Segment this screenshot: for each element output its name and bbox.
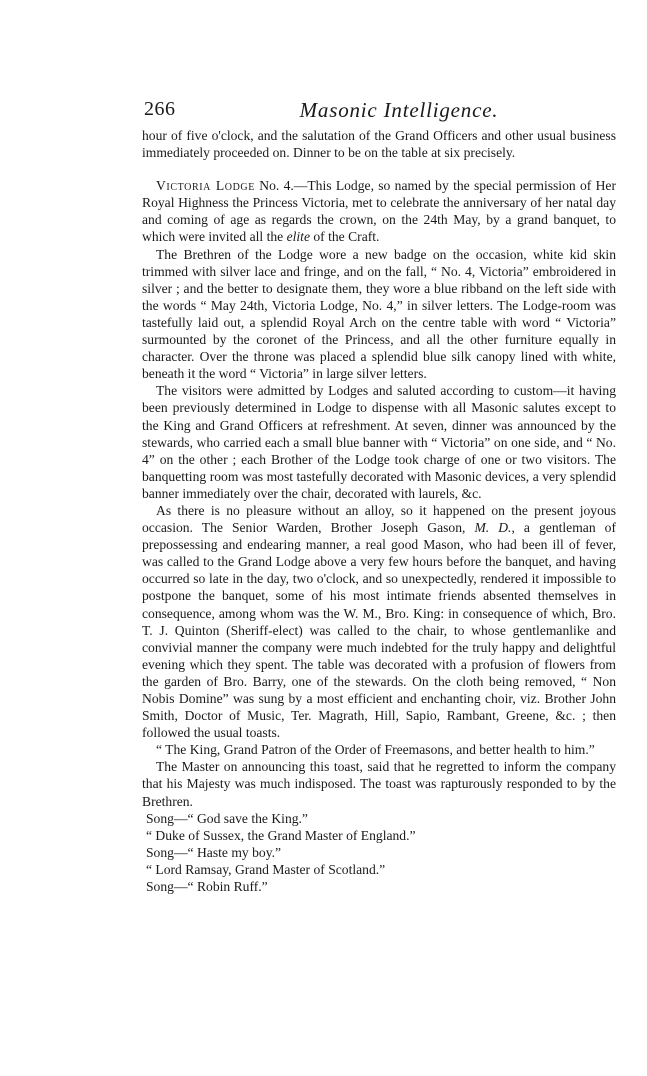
- elite-word: elite: [286, 229, 310, 245]
- lodge-name-heading: Victoria Lodge: [156, 178, 255, 194]
- md-abbrev: M. D.: [474, 520, 512, 536]
- paragraph-senior-warden: [142, 502, 616, 741]
- toast-line: Song—“ God save the King.”: [146, 810, 308, 826]
- paragraph-text: , a gentleman of prepossessing and endearing manner, a real good Mason, who had been ill of fever, was called to the Grand Lodge above a very few hours before the banquet, and having occurred so late in the day, two o'clock, and so unexpectedly, rendered it impossible to postpone the banquet, some of his most intimate friends absented themselves in consequence, among whom was the W. M., Bro. King: in consequence of which, Bro. T. J. Quinton (Sheriff-elect) was called to the chair, to whose gentlemanlike and convivial manner the company were much indebted for the truly happy and delightful evening which they spent. The table was decorated with a profusion of flowers from the garden of Bro. Barry, one of the stewards. On the cloth being removed, “ Non Nobis Domine” was sung by a most efficient and enchanting choir, viz. Brother John Smith, Doctor of Music, Ter. Magrath, Hill, Sapio, Rambant, Greene, &c. ; then followed the usual toasts.: [142, 520, 616, 741]
- page-number: 266: [144, 98, 176, 120]
- page-header: [144, 98, 614, 124]
- paragraph-text: As there is no pleasure without an alloy, so it happened on the present joyous occasion. The Senior Warden, Brother Joseph Gason,: [142, 502, 616, 536]
- paragraph-text: No. 4.—This Lodge, so named by the special permission of Her Royal Highness the Princess Victoria, met to celebrate the anniversary of her natal day and coming of age as regards the crown, on the 24th May, by a grand banquet, to which were invited all the: [142, 178, 616, 245]
- paragraph-master-announce: The Master on announcing this toast, said that he regretted to inform the company that his Majesty was much indisposed. The toast was rapturously responded to by the Brethren.: [142, 759, 616, 809]
- toast-line: Song—“ Haste my boy.”: [146, 844, 282, 860]
- toast-line: Song—“ Robin Ruff.”: [146, 879, 268, 895]
- article-body: [142, 127, 616, 895]
- paragraph-opening: hour of five o'clock, and the salutation of the Grand Officers and other usual business immediately proceeded on. Dinner to be on the table at six precisely.: [142, 128, 616, 161]
- toast-line: “ Duke of Sussex, the Grand Master of England.”: [146, 827, 416, 843]
- toast-line: “ Lord Ramsay, Grand Master of Scotland.”: [146, 861, 386, 877]
- paragraph-visitors: The visitors were admitted by Lodges and saluted according to custom—it having been previously determined in Lodge to dispense with all Masonic salutes except to the King and Grand Officers at refreshment. At seven, dinner was announced by the stewards, who carried each a small blue banner with “ Victoria” on one side, and “ No. 4” on the other ; each Brother of the Lodge took charge of one or two visitors. The banquetting room was most tastefully decorated with Masonic devices, a very splendid banner immediately over the chair, decorated with laurels, &c.: [142, 383, 616, 501]
- running-title: Masonic Intelligence.: [299, 98, 499, 122]
- paragraph-king-toast: “ The King, Grand Patron of the Order of Freemasons, and better health to him.”: [156, 742, 595, 758]
- paragraph-badge: The Brethren of the Lodge wore a new badge on the occasion, white kid skin trimmed with silver lace and fringe, and on the fall, “ No. 4, Victoria” embroidered in silver ; and the better to designate them, they wore a blue ribband on the left side with the words “ May 24th, Victoria Lodge, No. 4,” in silver letters. The Lodge-room was tastefully laid out, a splendid Royal Arch on the centre table with word “ Victoria” surmounted by the coronet of the Princess, and all the other furniture equally in character. Over the throne was placed a splendid blue silk canopy lined with white, beneath it the word “ Victoria” in large silver letters.: [142, 246, 616, 382]
- paragraph-text: of the Craft.: [309, 229, 380, 245]
- paragraph-victoria-lodge: [142, 177, 616, 245]
